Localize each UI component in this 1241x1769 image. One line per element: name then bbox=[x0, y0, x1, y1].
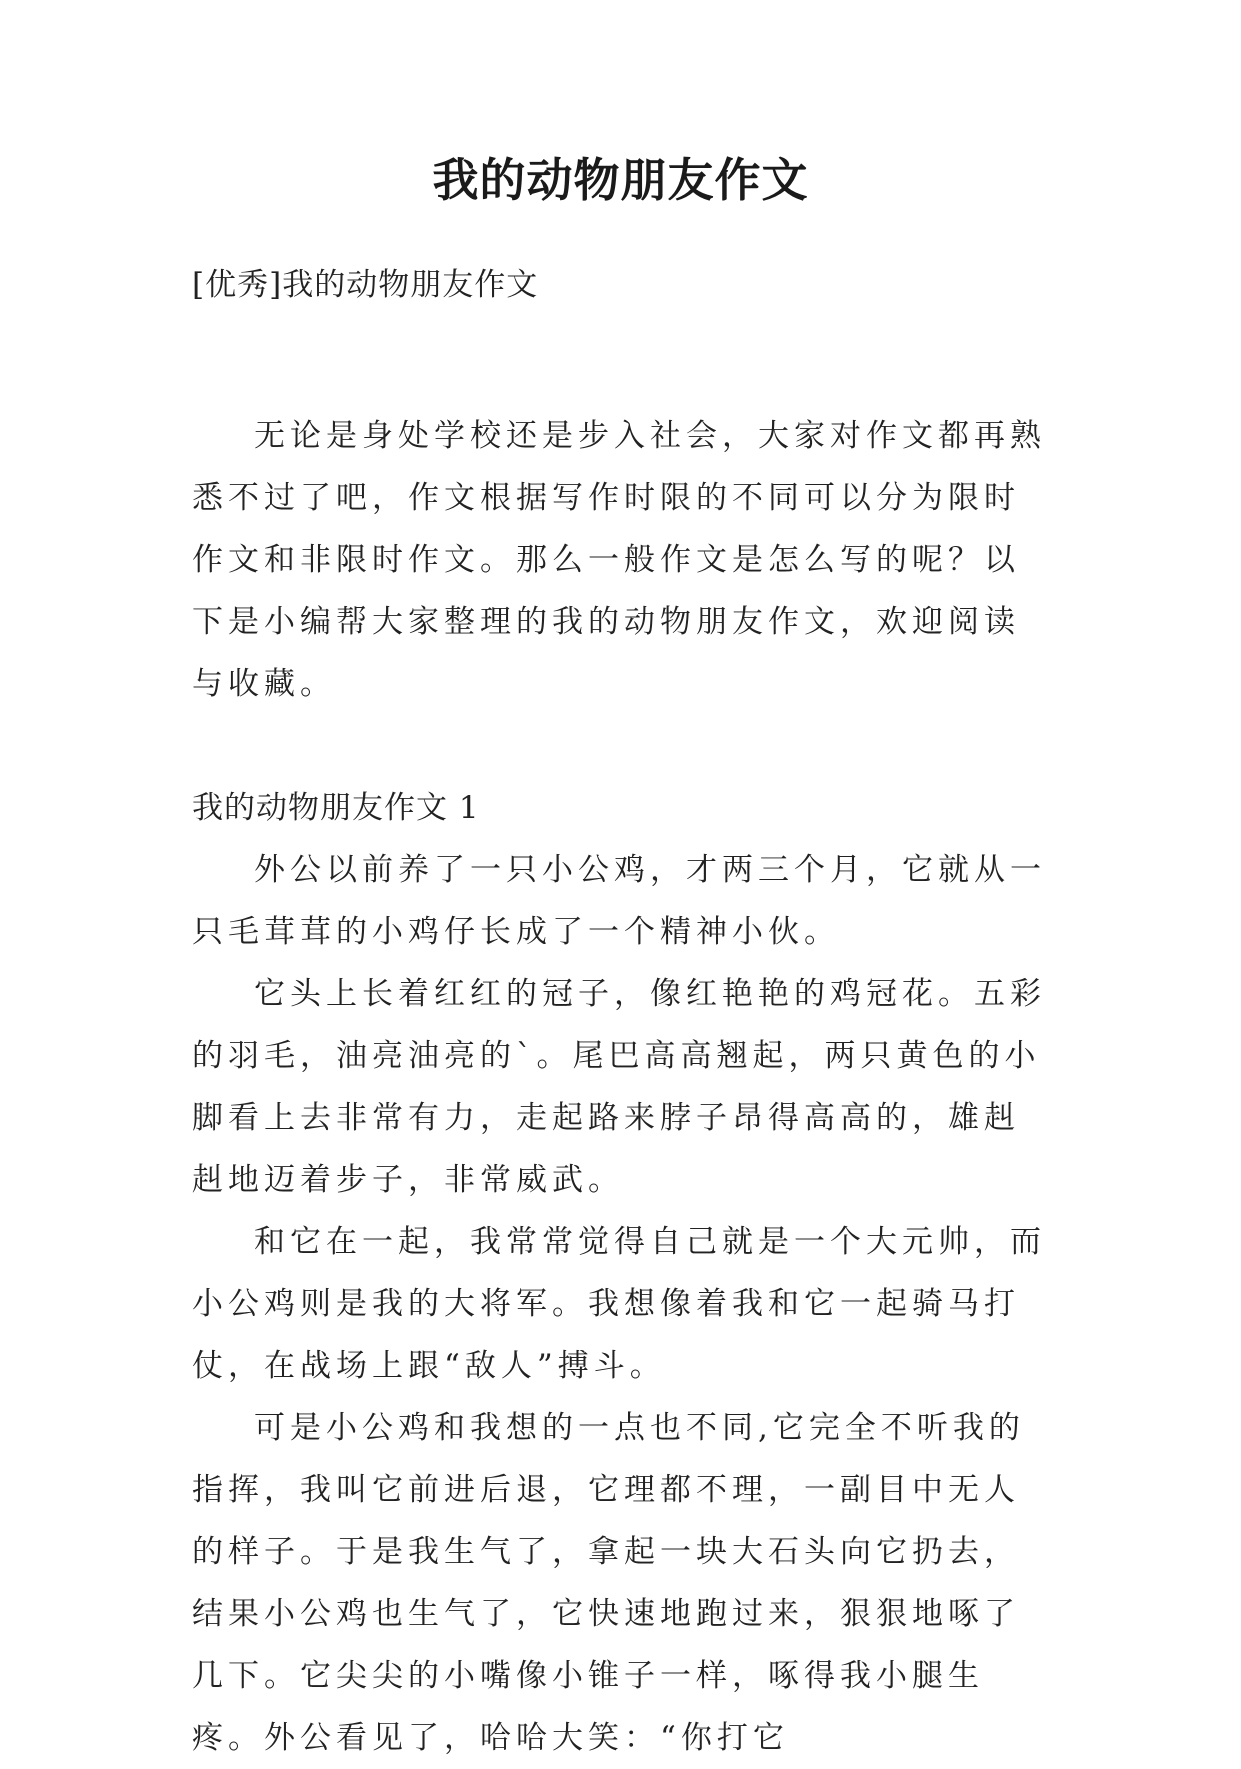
body-paragraph-3: 和它在一起，我常常觉得自己就是一个大元帅，而小公鸡则是我的大将军。我想像着我和它一起骑马打仗，在战场上跟“敌人”搏斗。 bbox=[192, 1224, 1046, 1384]
body-paragraph-1: 外公以前养了一只小公鸡，才两三个月，它就从一只毛茸茸的小鸡仔长成了一个精神小伙。 bbox=[192, 852, 1046, 950]
document-body bbox=[192, 405, 1052, 1769]
intro-paragraph: 无论是身处学校还是步入社会，大家对作文都再熟悉不过了吧，作文根据写作时限的不同可以分为限时作文和非限时作文。那么一般作文是怎么写的呢？以下是小编帮大家整理的我的动物朋友作文，欢迎阅读与收藏。 bbox=[192, 418, 1046, 702]
page-title: 我的动物朋友作文 bbox=[432, 153, 809, 207]
document-subtitle: [优秀]我的动物朋友作文 bbox=[192, 267, 539, 303]
body-paragraph-2: 它头上长着红红的冠子，像红艳艳的鸡冠花。五彩的羽毛，油亮油亮的`。尾巴高高翘起，两只黄色的小脚看上去非常有力，走起路来脖子昂得高高的，雄赳赳地迈着步子，非常威武。 bbox=[192, 976, 1046, 1198]
section-heading: 我的动物朋友作文 1 bbox=[192, 790, 480, 826]
body-paragraph-4: 可是小公鸡和我想的一点也不同,它完全不听我的指挥，我叫它前进后退，它理都不理，一副目中无人的样子。于是我生气了，拿起一块大石头向它扔去，结果小公鸡也生气了，它快速地跑过来，狠狠地啄了几下。它尖尖的小嘴像小锥子一样，啄得我小腿生疼。外公看见了，哈哈大笑：“你打它 bbox=[192, 1410, 1025, 1756]
